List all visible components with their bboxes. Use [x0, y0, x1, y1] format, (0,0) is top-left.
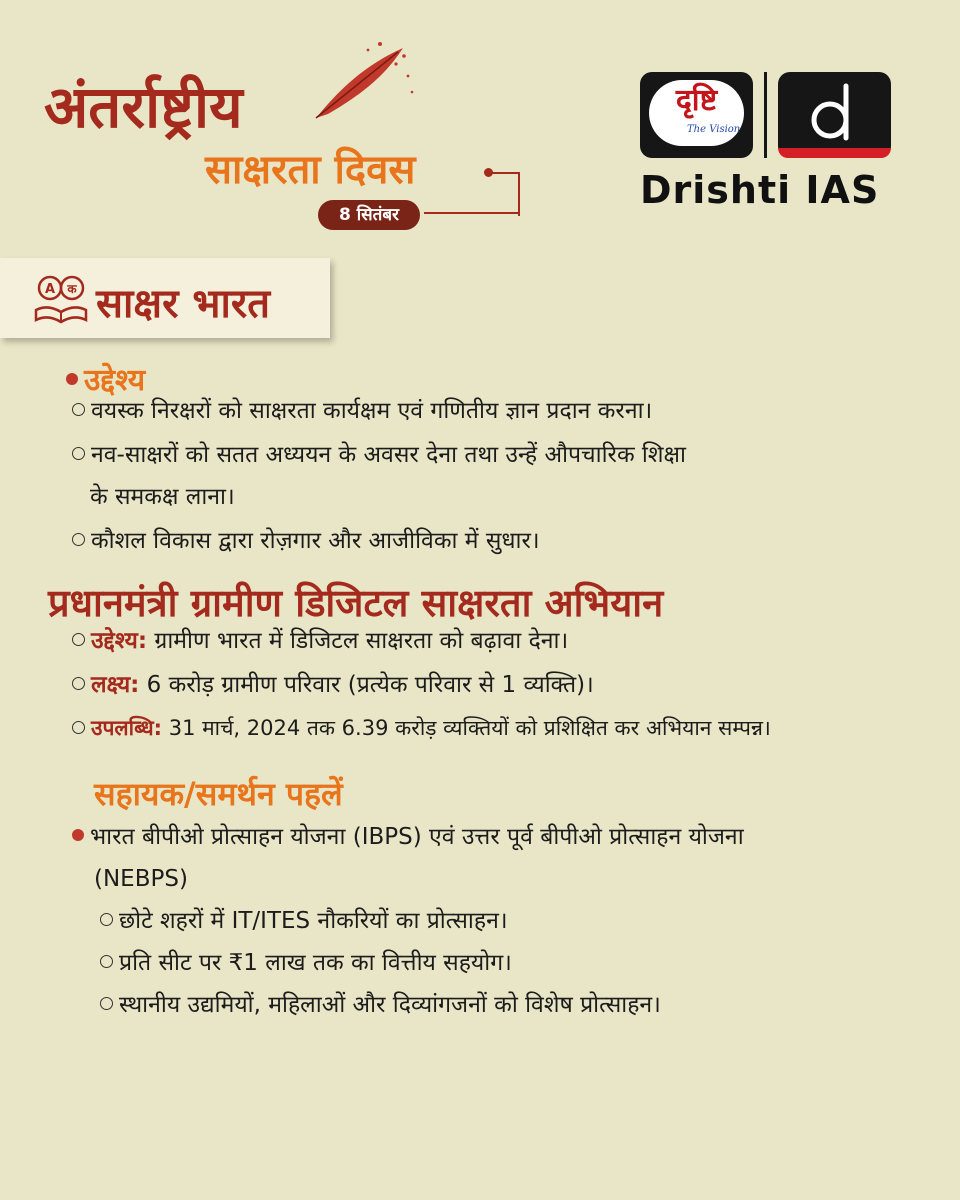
feather-icon [308, 36, 418, 126]
sub-list-item [100, 992, 661, 1020]
drishti-logo [640, 72, 753, 158]
logo-divider [764, 72, 767, 158]
list-item-text: भारत बीपीओ प्रोत्साहन योजना (IBPS) एवं उत्तर पूर्व बीपीओ प्रोत्साहन योजना [90, 824, 744, 850]
list-item-label: उद्देश्य: [91, 628, 148, 654]
list-item-text: नव-साक्षरों को सतत अध्ययन के अवसर देना तथा उन्हें औपचारिक शिक्षा [91, 442, 686, 468]
logo-red-bar [778, 148, 891, 158]
circle-bullet-icon [72, 633, 85, 646]
circle-bullet-icon [100, 913, 113, 926]
list-item-text: कौशल विकास द्वारा रोज़गार और आजीविका में सुधार। [91, 528, 540, 554]
list-item-text: वयस्क निरक्षरों को साक्षरता कार्यक्षम एवं गणितीय ज्ञान प्रदान करना। [91, 398, 653, 424]
circle-bullet-icon [72, 447, 85, 460]
svg-text:A: A [44, 282, 56, 297]
list-item-text: 31 मार्च, 2024 तक 6.39 करोड़ व्यक्तियों को प्रशिक्षित कर अभियान सम्पन्न। [162, 716, 771, 740]
objective-heading-text: उद्देश्य [84, 363, 146, 398]
d-letter-icon [806, 82, 864, 144]
svg-text:क: क [67, 282, 77, 296]
list-item-text: ग्रामीण भारत में डिजिटल साक्षरता को बढ़ावा देना। [147, 628, 569, 654]
drishti-subtitle: The Vision [687, 124, 741, 135]
list-item-label: उपलब्धि: [91, 716, 163, 740]
bullet-dot [72, 829, 84, 841]
list-item [72, 528, 540, 556]
circle-bullet-icon [100, 955, 113, 968]
section3-title: सहायक/समर्थन पहलें [94, 775, 343, 813]
title-line-2: साक्षरता दिवस [205, 147, 416, 193]
circle-bullet-icon [72, 403, 85, 416]
list-item-continuation: के समकक्ष लाना। [90, 484, 235, 510]
connector-line [488, 172, 520, 216]
sub-list-item-text: छोटे शहरों में IT/ITES नौकरियों का प्रोत्साहन। [119, 908, 508, 934]
sub-list-item [100, 950, 512, 978]
sub-list-item [100, 908, 508, 936]
list-item-label: लक्ष्य: [91, 672, 140, 698]
objective-heading [66, 358, 145, 399]
list-item [72, 672, 594, 700]
sub-list-item-text: प्रति सीट पर ₹1 लाख तक का वित्तीय सहयोग। [119, 950, 512, 976]
d-logo [778, 72, 891, 158]
list-item [72, 442, 686, 470]
bullet-dot [66, 373, 78, 385]
list-item-text: 6 करोड़ ग्रामीण परिवार (प्रत्येक परिवार से 1 व्यक्ति)। [139, 672, 594, 698]
connector-line-bottom [424, 212, 518, 214]
sub-list-item-text: स्थानीय उद्यमियों, महिलाओं और दिव्यांगजनों को विशेष प्रोत्साहन। [119, 992, 661, 1018]
list-item [72, 628, 568, 656]
circle-bullet-icon [72, 677, 85, 690]
circle-bullet-icon [72, 533, 85, 546]
list-item [72, 398, 652, 426]
section1-title: साक्षर भारत [96, 281, 271, 327]
book-reader-icon [32, 272, 90, 324]
section-banner [0, 258, 330, 338]
title-line-1: अंतर्राष्ट्रीय [44, 73, 243, 141]
list-item [72, 824, 744, 852]
circle-bullet-icon [72, 721, 85, 734]
section2-title: प्रधानमंत्री ग्रामीण डिजिटल साक्षरता अभियान [48, 581, 664, 625]
brand-name: Drishti IAS [640, 168, 880, 212]
list-item-continuation: (NEBPS) [94, 866, 188, 892]
circle-bullet-icon [100, 997, 113, 1010]
date-badge: 8 सितंबर [318, 200, 420, 230]
drishti-hindi-text: दृष्टि [675, 83, 718, 118]
list-item [72, 716, 771, 741]
drishti-logo-inner [649, 80, 744, 146]
